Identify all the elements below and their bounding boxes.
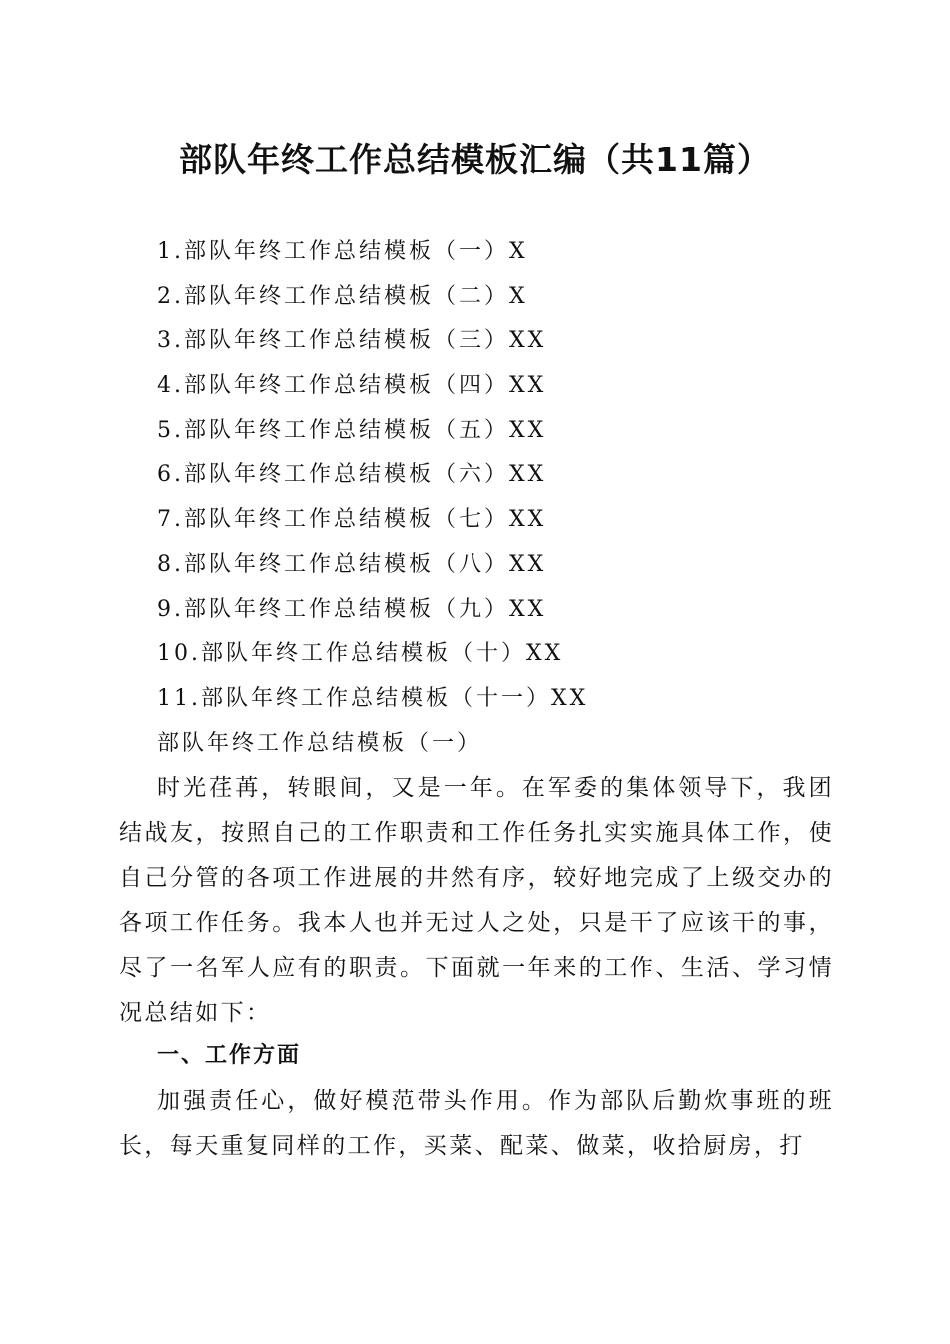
toc-item: 4.部队年终工作总结模板（四）XX — [157, 373, 547, 399]
toc-item: 8.部队年终工作总结模板（八）XX — [157, 551, 547, 577]
toc-item: 11.部队年终工作总结模板（十一）XX — [157, 685, 589, 711]
body-paragraph: 时光荏苒，转眼间，又是一年。在军委的集体领导下，我团结战友，按照自己的工作职责和工作任务扎实实施具体工作，使自己分管的各项工作进展的井然有序，较好地完成了上级交办的各项工作任务。我本人也并无过人之处，只是干了应该干的事，尽了一名军人应有的职责。下面就一年来的工作、生活、学习情况总结如下： — [119, 775, 834, 1026]
toc-item: 9.部队年终工作总结模板（九）XX — [157, 596, 547, 622]
section-title: 部队年终工作总结模板（一） — [157, 731, 483, 756]
toc-item: 1.部队年终工作总结模板（一）X — [157, 239, 528, 264]
table-of-contents — [157, 230, 588, 722]
section-heading: 一、工作方面 — [157, 1043, 302, 1068]
document-title: 部队年终工作总结模板汇编（共11篇） — [179, 140, 771, 179]
toc-item: 3.部队年终工作总结模板（三）XX — [157, 328, 547, 354]
toc-item: 2.部队年终工作总结模板（二）X — [157, 283, 528, 309]
toc-item: 10.部队年终工作总结模板（十）XX — [157, 641, 564, 667]
body-paragraph: 加强责任心，做好模范带头作用。作为部队后勤炊事班的班长，每天重复同样的工作，买菜、配菜、做菜，收拾厨房，打 — [119, 1088, 834, 1159]
toc-item: 6.部队年终工作总结模板（六）XX — [157, 462, 547, 488]
toc-item: 5.部队年终工作总结模板（五）XX — [157, 417, 547, 443]
toc-item: 7.部队年终工作总结模板（七）XX — [157, 507, 547, 533]
